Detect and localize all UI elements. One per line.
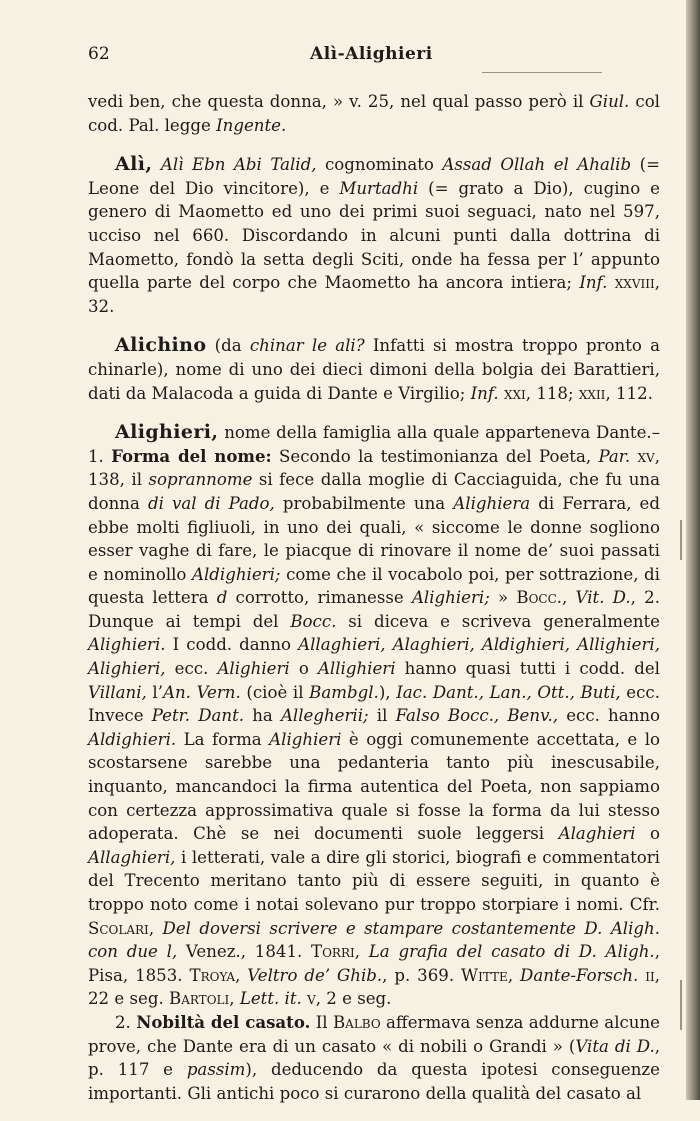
running-title: Alì-Alighieri	[310, 44, 433, 64]
entry-alighieri	[88, 421, 660, 1011]
page-edge-mark	[680, 520, 682, 560]
entry-text: vedi ben, che questa donna, » v. 25, nel qual passo però il Giul. col cod. Pal. legge Ingente.	[88, 92, 660, 135]
entry-lemma: Alì,	[115, 153, 153, 176]
entry-text: 2. Nobiltà del casato. Il Balbo affermava senza addurne alcune prove, che Dante era di un casato « di nobili o Grandi » (Vita di D., p. 117 e passim), deducendo da questa ipotesi conseguenze importanti. Gli antichi poco si curarono della qualità del casato al	[88, 1011, 660, 1103]
page-header	[88, 44, 660, 66]
entry-lemma: Alighieri,	[115, 421, 219, 444]
entry-alichino	[88, 334, 660, 405]
page-number: 62	[88, 44, 110, 64]
page-edge-shadow	[686, 0, 700, 1100]
entry-section-nobilta	[88, 1011, 660, 1105]
entry-ali	[88, 153, 660, 318]
entry-text: (da chinar le ali? Infatti si mostra troppo pronto a chinarle), nome di uno dei dieci dimoni della bolgia dei Barattieri, dati da Malacoda a guida di Dante e Virgilio; Inf. xxi, 118; xxii, 112.	[88, 336, 660, 403]
entry-text: Alì Ebn Abi Talid, cognominato Assad Ollah el Ahalib (= Leone del Dio vincitore), e Murtadhi (= grato a Dio), cugino e genero di Maometto ed uno dei primi suoi seguaci, nato nel 597, ucciso nel 660. Discordando in alcuni punti dalla dottrina di Maometto, fondò la setta degli Sciti, onde ha fessa per l’ appunto quella parte del corpo che Maometto ha ancora intiera; Inf. xxviii, 32.	[88, 155, 661, 316]
entry-text: nome della famiglia alla quale apparteneva Dante.– 1. Forma del nome: Secondo la testimonianza del Poeta, Par. xv, 138, il soprannome si fece dalla moglie di Cacciaguida, che fu una donna di val di Pado, probabilmente una Alighiera di Ferrara, ed ebbe molti figliuoli, in uno dei quali, « siccome le donne sogliono esser vaghe di fare, le piacque di rinovare il nome de’ suoi passati e nominollo Aldighieri; come che il vocabolo poi, per sottrazione, di questa lettera d corrotto, rimanesse Alighieri; » Bocc., Vit. D., 2. Dunque ai tempi del Bocc. si diceva e scriveva generalmente Alighieri. I codd. danno Allaghieri, Alaghieri, Aldighieri, Allighieri, Alighieri, ecc. Alighieri o Allighieri hanno quasi tutti i codd. del Villani, l’An. Vern. (cioè il Bambgl.), Iac. Dant., Lan., Ott., Buti, ecc. Invece Petr. Dant. ha Allegherii; il Falso Bocc., Benv., ecc. hanno Aldighieri. La forma Alighieri è oggi comunemente accettata, e lo scostarsene sarebbe una pedanteria tanto più inescusabile, inquanto, mancandoci la firma autentica del Poeta, non sappiamo con certezza approssimativa quale si fosse la forma da lui stesso adoperata. Chè se nei documenti suole leggersi Alaghieri o Allaghieri, i letterati, vale a dire gli storici, biografi e commentatori del Trecento meritano tanto più di essere seguiti, in quanto è troppo noto come i notai solevano pur troppo storpiare i nomi. Cfr. Scolari, Del doversi scrivere e stampare costantemente D. Aligh. con due l, Venez., 1841. Torri, La grafia del casato di D. Aligh., Pisa, 1853. Troya, Veltro de’ Ghib., p. 369. Witte, Dante-Forsch. ii, 22 e seg. Bartoli, Lett. it. v, 2 e seg.	[88, 423, 661, 1009]
entry-lemma: Alichino	[115, 334, 207, 357]
dictionary-body	[88, 90, 660, 1121]
entry-continuation	[88, 90, 660, 137]
page-edge-mark	[680, 980, 682, 1030]
header-rule	[482, 72, 602, 73]
